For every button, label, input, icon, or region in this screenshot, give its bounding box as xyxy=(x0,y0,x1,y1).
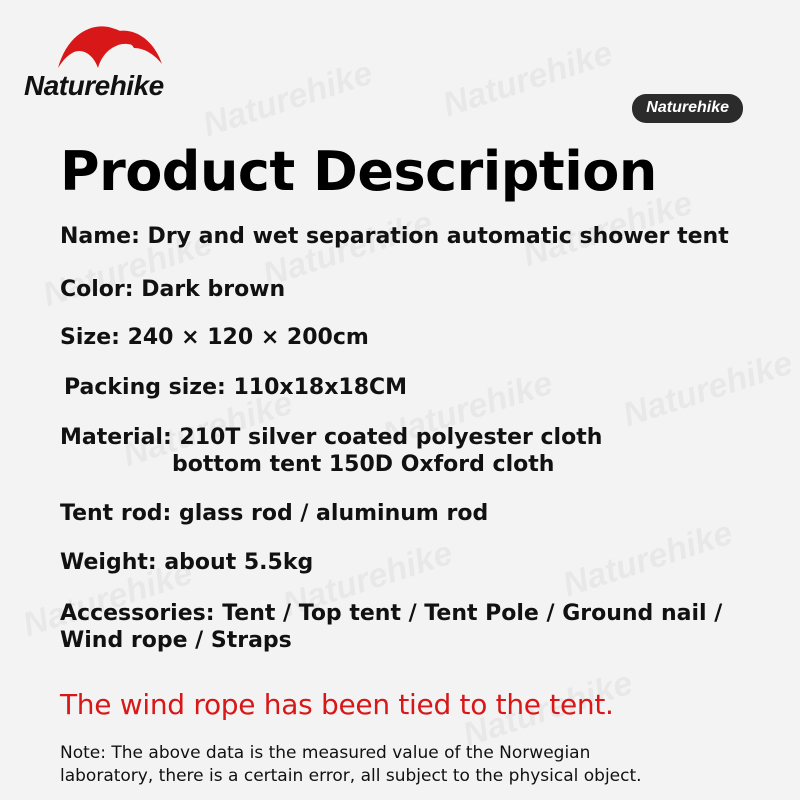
spec-accessories-line2: Wind rope / Straps xyxy=(60,628,292,653)
wind-rope-notice: The wind rope has been tied to the tent. xyxy=(60,688,614,721)
page-title: Product Description xyxy=(60,140,657,203)
watermark-text xyxy=(198,54,377,145)
spec-material-line2: bottom tent 150D Oxford cloth xyxy=(172,452,555,477)
spec-color: Color: Dark brown xyxy=(60,277,286,302)
spec-size: Size: 240 × 120 × 200cm xyxy=(60,325,369,350)
spec-accessories-line1: Accessories: Tent / Top tent / Tent Pole / Ground nail / xyxy=(60,601,723,626)
brand-logo xyxy=(24,20,194,110)
spec-tent-rod: Tent rod: glass rod / aluminum rod xyxy=(60,501,489,526)
spec-material xyxy=(60,424,602,478)
measurement-footnote xyxy=(60,742,760,788)
spec-weight: Weight: about 5.5kg xyxy=(60,550,314,575)
spec-accessories xyxy=(60,600,722,654)
footnote-line2: laboratory, there is a certain error, all subject to the physical object. xyxy=(60,766,642,786)
spec-material-line1: Material: 210T silver coated polyester cloth xyxy=(60,425,603,450)
spec-packing-size: Packing size: 110x18x18CM xyxy=(64,375,408,400)
footnote-line1: Note: The above data is the measured value of the Norwegian xyxy=(60,743,591,763)
watermark-text xyxy=(558,514,737,605)
spec-name: Name: Dry and wet separation automatic shower tent xyxy=(60,224,729,249)
watermark-text xyxy=(438,34,617,125)
watermark-text xyxy=(618,344,797,435)
brand-badge: Naturehike xyxy=(632,94,743,123)
brand-name: Naturehike xyxy=(24,70,164,101)
mountain-arc-icon xyxy=(54,20,164,72)
